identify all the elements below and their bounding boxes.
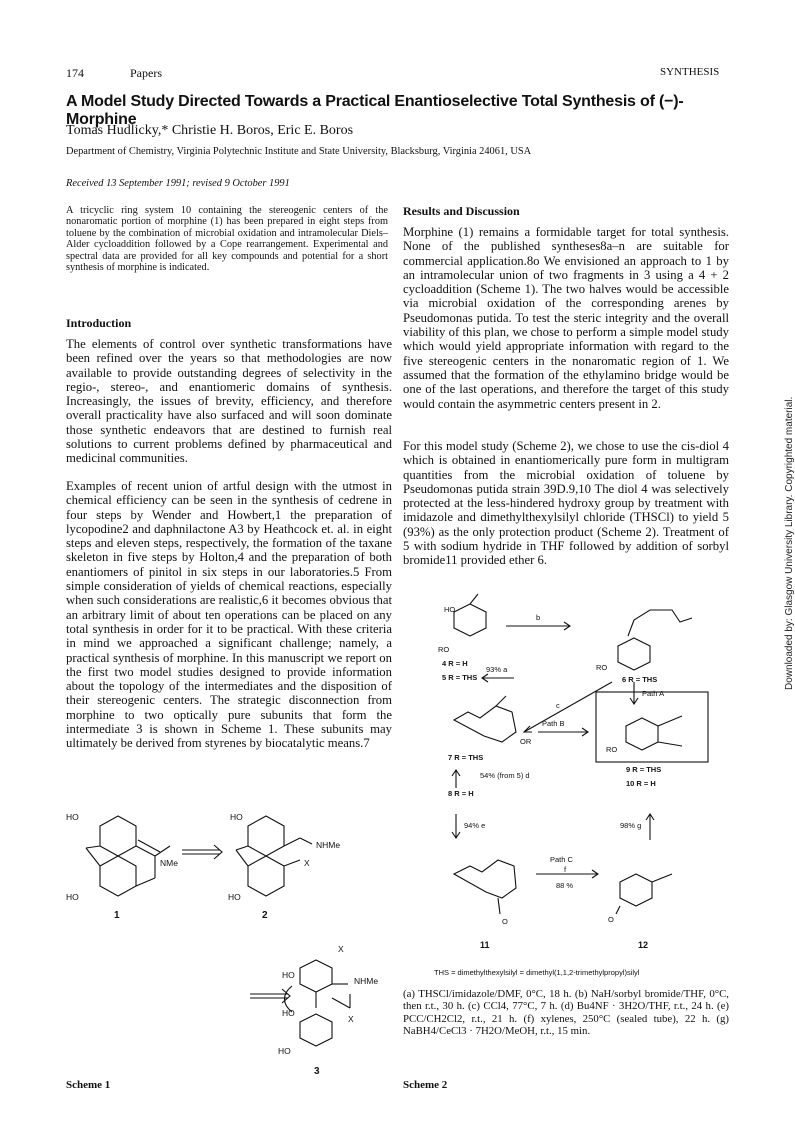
- abstract: A tricyclic ring system 10 containing the stereogenic centers of the nonaromatic portion of morphine (1) has been prepared in eight steps from toluene by the combination of microbial oxidation and intramolecular Diels–Alder cycloaddition followed by a Cope rearrangement. Experimental and spectral data are provided for all key compounds and potential for a short synthesis of morphine is indicated.: [66, 205, 388, 274]
- page-number: 174: [66, 66, 84, 80]
- received-dates: Received 13 September 1991; revised 9 October 1991: [66, 178, 290, 189]
- s2-step-f: f: [564, 865, 567, 874]
- s2-compound-4: 4 R = H: [442, 659, 468, 668]
- affiliation: Department of Chemistry, Virginia Polytechnic Institute and State University, Blacksburg, Virginia 24061, USA: [66, 146, 532, 157]
- s2-path-a: Path A: [642, 689, 665, 698]
- s2-o-11: O: [502, 917, 508, 926]
- s2-or: OR: [520, 737, 532, 746]
- scheme1-c3-nhme: NHMe: [354, 976, 379, 986]
- s2-compound-6: 6 R = THS: [622, 675, 658, 684]
- s2-step-c: c: [556, 701, 560, 710]
- journal-name: SYNTHESIS: [660, 66, 720, 78]
- s2-step-b: b: [536, 613, 541, 622]
- scheme-1-label: Scheme 1: [66, 1079, 111, 1091]
- s2-compound-7: 7 R = THS: [448, 753, 484, 762]
- s2-step-d: 54% (from 5) d: [480, 771, 530, 780]
- s2-step-g: 98% g: [620, 821, 642, 830]
- s2-pct-f: 88 %: [556, 881, 574, 890]
- s2-compound-11: 11: [480, 940, 490, 950]
- scheme-2-drawing: [420, 592, 730, 964]
- scheme1-c1-nme: NMe: [160, 858, 178, 868]
- s2-step-a: 93% a: [486, 665, 508, 674]
- s2-o-12: O: [608, 915, 614, 924]
- s2-compound-9: 9 R = THS: [626, 765, 662, 774]
- article-title: A Model Study Directed Towards a Practical Enantioselective Total Synthesis of (−)-Morphine: [66, 93, 684, 128]
- s2-path-b: Path B: [542, 719, 565, 728]
- intro-paragraph-1: The elements of control over synthetic transformations have been refined over the years so that methodologies are now available to provide outstanding degrees of selectivity in the regio-, stereo-, and enantiomeric domains of synthesis. Increasingly, the issues of brevity, efficiency, and therefore overall practicality have also surfaced and will soon dominate those synthetic endeavors that are destined to furnish real solutions to current problems defined by pharmaceutical and medicinal communities.: [66, 337, 392, 466]
- scheme1-c3-ho3: HO: [278, 1046, 291, 1056]
- intro-paragraph-2: Examples of recent union of artful design with the utmost in chemical efficiency can be seen in the synthesis of cedrene in four steps by Wender and Howbert,1 the preparation of lycopodine2 and daphnilactone A3 by Heathcock et. al. in eight steps and eleven steps, respectively, the formation of the taxane skeleton in five steps by Holton,4 and the preparation of both enantiomers of pinitol in six steps in our laboratories.5 From simple consideration of yields of chemical reactions, especially when such considerations are realistic,6 it becomes obvious that an arbitrary limit of about ten operations can be placed on any total synthesis in order for it to be practical. With these criteria in mind we approached a significant challenge; namely, a practical synthesis of morphine. In this manuscript we report on the first two model studies designed to provide information about the topology of the intermediates and the disposition of their stereogenic centers. The strategic disconnection from morphine to two optically pure subunits that form the intermediate 3 is shown in Scheme 1. These subunits may ultimately be derived from styrenes by biocatalytic means.7: [66, 479, 392, 751]
- scheme1-c3-x: X: [348, 1014, 354, 1024]
- scheme1-compound-2: 2: [262, 910, 268, 921]
- s2-ro-6: RO: [596, 663, 608, 672]
- scheme1-c3-ho2: HO: [282, 1008, 295, 1018]
- section-label: Papers: [130, 66, 162, 80]
- results-paragraph-2: For this model study (Scheme 2), we chose to use the cis-diol 4 which is obtained in enantiomerically pure form in multigram quantities from the microbial oxidation of toluene by Pseudomonas putida strain 39D.9,10 The diol 4 was selectively protected at the less-hindered hydroxy group by treatment with imidazole and dimethylthexylsilyl chloride (THSCl) to yield 5 (93%) as the only protection product (Scheme 2). Treatment of 5 with sodium hydride in THF followed by addition of sorbyl bromide11 provided ether 6.: [403, 439, 729, 568]
- scheme1-compound-3: 3: [314, 1066, 320, 1077]
- download-note: Downloaded by: Glasgow University Library. Copyrighted material.: [784, 396, 795, 690]
- scheme1-c2-ho-top: HO: [230, 812, 243, 822]
- scheme1-c2-x: X: [304, 858, 310, 868]
- scheme1-c2-ho-bottom: HO: [228, 892, 241, 902]
- s2-compound-10: 10 R = H: [626, 779, 656, 788]
- authors: Tomas Hudlicky,* Christie H. Boros, Eric E. Boros: [66, 123, 354, 138]
- results-paragraph-1: Morphine (1) remains a formidable target for total synthesis. None of the published syntheses8a–n are suitable for commercial application.8o We envisioned an approach to 1 by an intramolecular union of two fragments in 3 using a 4 + 2 cycloaddition (Scheme 1). The two halves would be accessible via microbial oxidation of the corresponding arenes by Pseudomonas putida. To test the steric integrity and the overall viability of this plan, we chose to perform a simple model study which would yield appropriate information with regard to the five stereogenic centers in the nonaromatic region of 1. We assumed that the formation of the ethylamino bridge would be one of the last operations, and therefore the target of this study would contain the asymmetric centers present in 2.: [403, 225, 729, 411]
- s2-ho: HO: [444, 605, 456, 614]
- scheme1-c2-nhme: NHMe: [316, 840, 341, 850]
- scheme-2-label: Scheme 2: [403, 1079, 448, 1091]
- s2-compound-5: 5 R = THS: [442, 673, 478, 682]
- intro-heading: Introduction: [66, 316, 132, 330]
- s2-step-e: 94% e: [464, 821, 486, 830]
- scheme1-c1-ho-bottom: HO: [66, 892, 79, 902]
- s2-path-c: Path C: [550, 855, 573, 864]
- s2-ro-9: RO: [606, 745, 618, 754]
- s2-ro: RO: [438, 645, 450, 654]
- scheme1-c3-ho1: HO: [282, 970, 295, 980]
- scheme1-c3-x-top: X: [338, 944, 344, 954]
- results-heading: Results and Discussion: [403, 204, 520, 218]
- scheme1-compound-1: 1: [114, 910, 120, 921]
- scheme-2-caption: (a) THSCl/imidazole/DMF, 0°C, 18 h. (b) NaH/sorbyl bromide/THF, 0°C, then r.t., 30 h. (c) CCl4, 77°C, 7 h. (d) Bu4NF · 3H2O/THF, r.t., 24 h. (e) PCC/CH2Cl2, r.t., 21 h. (f) xylenes, 250°C (sealed tube), 22 h. (g) NaBH4/CeCl3 · 7H2O/MeOH, r.t., 15 min.: [403, 988, 729, 1038]
- ths-definition: THS = dimethylthexylsilyl = dimethyl(1,1,2-trimethylpropyl)silyl: [434, 968, 640, 977]
- s2-compound-8: 8 R = H: [448, 789, 474, 798]
- scheme-1-drawing: [60, 808, 400, 1094]
- s2-compound-12: 12: [638, 940, 649, 950]
- scheme1-c1-ho-top: HO: [66, 812, 79, 822]
